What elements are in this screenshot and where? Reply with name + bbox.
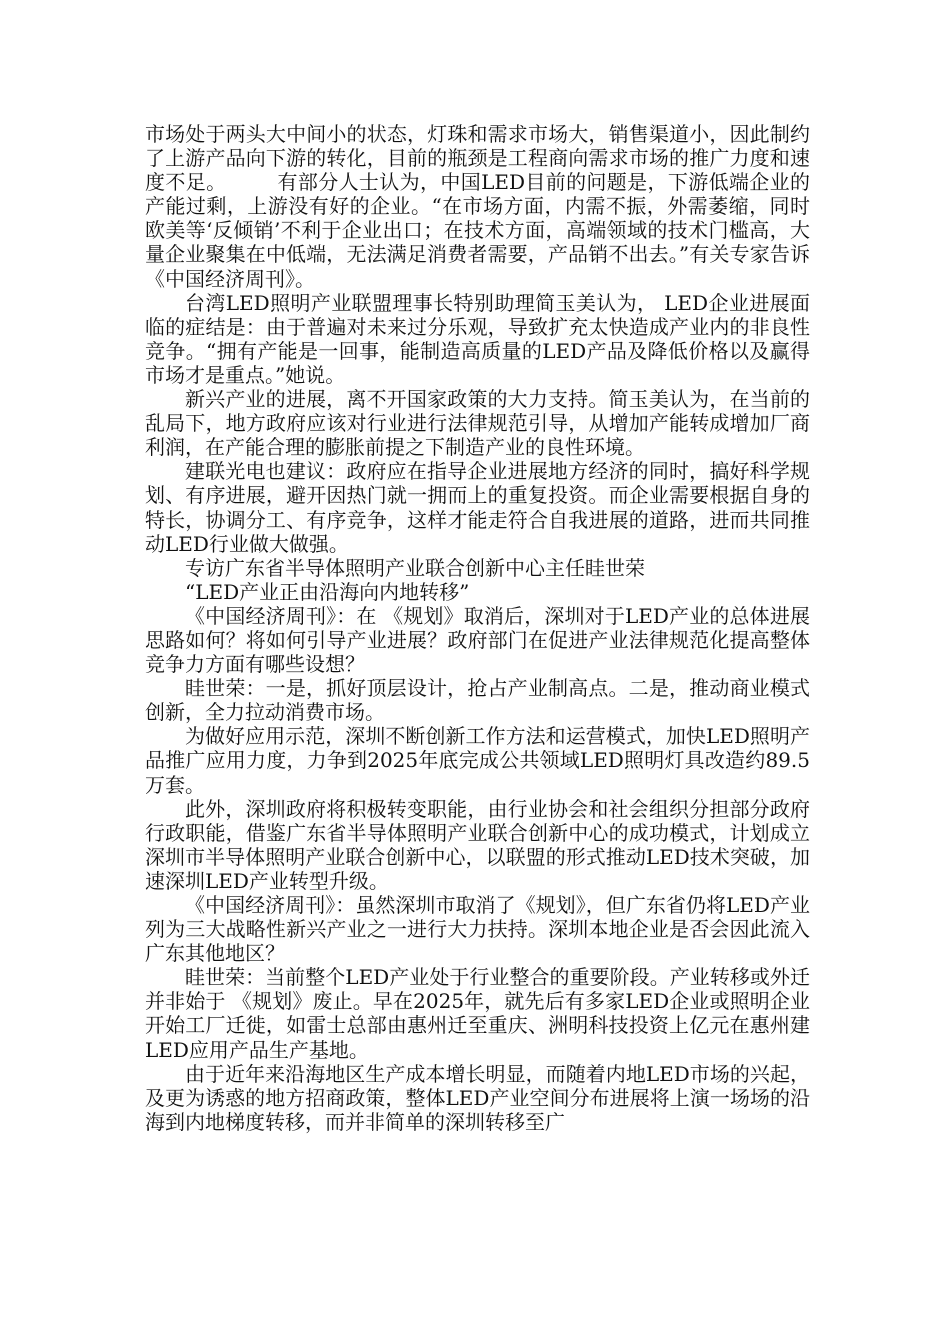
question-1: 《中国经济周刊》：在 《规划》取消后，深圳对于LED产业的总体进展思路如何？将如何引导产业进展？政府部门在促进产业法律规范化提高整体竞争力方面有哪些设想？ — [145, 603, 810, 677]
interview-heading: 专访广东省半导体照明产业联合创新中心主任眭世荣 — [185, 555, 645, 580]
paragraph-market-status: 市场处于两头大中间小的状态，灯珠和需求市场大，销售渠道小，因此制约了上游产品向下游的转化，目前的瓶颈是工程商向需求市场的推广力度和速度不足。 有部分人士认为，中国LED目前的问题是，下游低端企业的产能过剩，上游没有好的企业。“在市场方面，内需不振，外需萎缩，同时欧美等‘反倾销’不利于企业出口；在技术方面，高端领域的技术门槛高，大量企业聚集在中低端，无法满足消费者需要，产品销不出去。”有关专家告诉《中国经济周刊》。 — [145, 122, 810, 291]
document-body — [145, 122, 810, 1134]
interview-subheading: “LED产业正由沿海向内地转移” — [185, 579, 470, 604]
question-2: 《中国经济周刊》：虽然深圳市取消了《规划》，但广东省仍将LED产业列为三大战略性新兴产业之一进行大力扶持。深圳本地企业是否会因此流入广东其他地区？ — [145, 893, 810, 966]
paragraph-policy-support: 新兴产业的进展，离不开国家政策的大力支持。简玉美认为，在当前的乱局下，地方政府应该对行业进行法律规范引导，从增加产能转成增加厂商利润，在产能合理的膨胀前提之下制造产业的良性环境。 — [145, 387, 810, 460]
answer-2: 眭世荣：当前整个LED产业处于行业整合的重要阶段。产业转移或外迁并非始于 《规划》废止。早在2025年，就先后有多家LED企业或照明企业开始工厂迁徙，如雷士总部由惠州迁至重庆、洲明科技投资上亿元在惠州建LED应用产品生产基地。 — [145, 965, 810, 1062]
paragraph-industry-transfer: 由于近年来沿海地区生产成本增长明显，而随着内地LED市场的兴起，及更为诱惑的地方招商政策，整体LED产业空间分布进展将上演一场场的沿海到内地梯度转移，而并非简单的深圳转移至广 — [145, 1061, 810, 1134]
paragraph-jianlian-advice: 建联光电也建议：政府应在指导企业进展地方经济的同时，搞好科学规划、有序进展，避开因热门就一拥而上的重复投资。而企业需要根据自身的特长，协调分工、有序竞争，这样才能走符合自我进展的道路，进而共同推动LED行业做大做强。 — [145, 459, 810, 556]
paragraph-demonstration: 为做好应用示范，深圳不断创新工作方法和运营模式，加快LED照明产品推广应用力度，力争到2025年底完成公共领域LED照明灯具改造约89.5万套。 — [145, 724, 810, 797]
answer-1: 眭世荣：一是，抓好顶层设计，抢占产业制高点。二是，推动商业模式创新，全力拉动消费市场。 — [145, 676, 810, 725]
paragraph-taiwan-alliance: 台湾LED照明产业联盟理事长特别助理简玉美认为， LED企业进展面临的症结是：由于普遍对未来过分乐观，导致扩充太快造成产业内的非良性竞争。“拥有产能是一回事，能制造高质量的LED产品及降低价格以及赢得市场才是重点。”她说。 — [145, 290, 810, 387]
paragraph-government-role: 此外，深圳政府将积极转变职能，由行业协会和社会组织分担部分政府行政职能，借鉴广东省半导体照明产业联合创新中心的成功模式，计划成立深圳市半导体照明产业联合创新中心，以联盟的形式推动LED技术突破，加速深圳LED产业转型升级。 — [145, 796, 810, 893]
